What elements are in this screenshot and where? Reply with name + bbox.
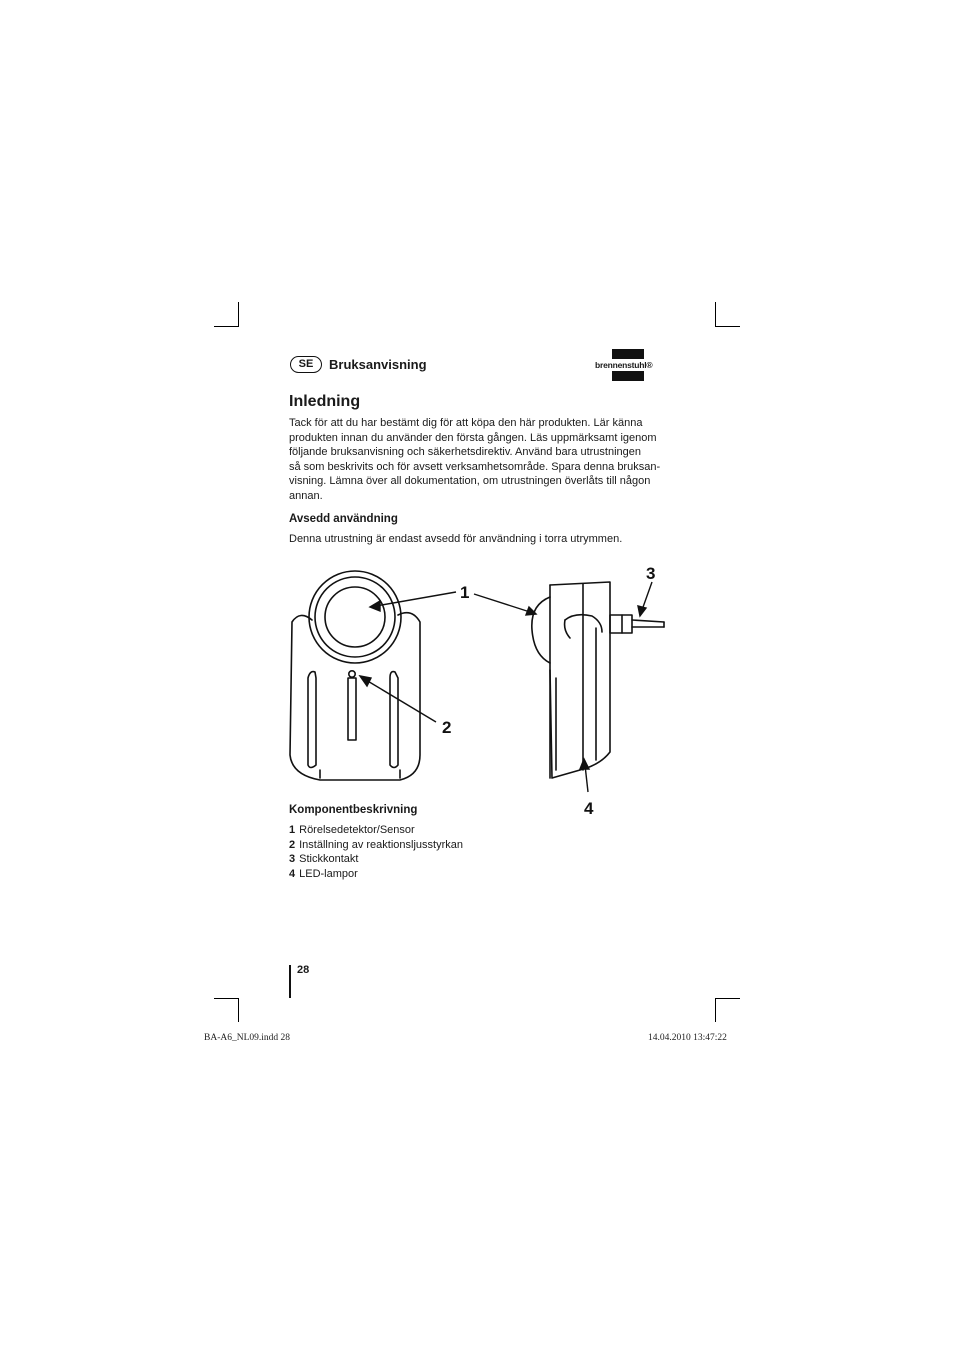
crop-mark-bl-h: [214, 998, 239, 999]
callout-arrow-2: [366, 680, 436, 722]
front-slot-right: [390, 672, 398, 768]
sensor-inner-ring: [315, 577, 395, 657]
item-number: 4: [289, 867, 296, 880]
intro-paragraph: [289, 416, 659, 504]
item-number: 1: [289, 824, 296, 836]
components-heading: Komponentbeskrivning: [289, 804, 418, 816]
page-number-rule: [289, 965, 291, 998]
crop-mark-br-h: [715, 998, 740, 999]
sensor-outer-ring: [309, 571, 401, 663]
page-number: 28: [297, 964, 310, 976]
list-item: [289, 852, 463, 867]
callout-label-1: 1: [460, 583, 470, 602]
side-sensor-dome: [532, 597, 550, 663]
list-item: [289, 867, 463, 882]
side-body-outline: [550, 582, 610, 778]
device-illustration: [280, 560, 680, 820]
callout-arrow-3: [642, 582, 652, 610]
item-label: Stickkontakt: [299, 853, 359, 866]
language-badge: SE: [290, 356, 322, 373]
plug-body: [610, 615, 632, 633]
crop-mark-bl-v: [238, 998, 239, 1022]
intro-line: produkten innan du använder den första gången. Läs uppmärksamt igenom: [289, 431, 657, 444]
callout-label-2: 2: [442, 718, 452, 737]
slug-timestamp: 14.04.2010 13:47:22: [648, 1033, 727, 1043]
list-item: [289, 823, 463, 838]
crop-mark-tr-h: [715, 326, 740, 327]
intro-heading: Inledning: [289, 393, 361, 410]
intro-line: visning. Lämna över all dokumentation, om utrustningen överlåts till någon: [289, 475, 651, 488]
adjust-knob-slot: [348, 678, 356, 740]
crop-mark-tl-v: [238, 302, 239, 326]
front-body-outline: [290, 613, 420, 780]
list-item: [289, 838, 463, 853]
item-number: 3: [289, 853, 296, 866]
item-label: Rörelsedetektor/Sensor: [299, 824, 415, 836]
front-slot-left: [308, 672, 316, 768]
slug-filename: BA-A6_NL09.indd 28: [204, 1033, 291, 1043]
logo-text: brennenstuhl®: [595, 360, 653, 370]
intro-line: annan.: [289, 489, 323, 502]
item-number: 2: [289, 838, 296, 851]
sensor-lens: [325, 587, 385, 647]
intro-line: Tack för att du har bestämt dig för att köpa den här produkten. Lär känna: [289, 417, 643, 429]
intended-use-heading: Avsedd användning: [289, 513, 398, 525]
intro-line: följande bruksanvisning och säkerhetsdirektiv. Använd bara utrustningen: [289, 446, 642, 459]
callout-arrow-1b: [474, 594, 530, 612]
crop-mark-tl-h: [214, 326, 239, 327]
callout-label-3: 3: [646, 564, 656, 583]
header-title: Bruksanvisning: [329, 357, 427, 372]
intended-use-text: Denna utrustning är endast avsedd för användning i torra utrymmen.: [289, 533, 623, 545]
logo-bar-bottom: [612, 371, 644, 381]
item-label: LED-lampor: [299, 867, 358, 880]
components-list: [289, 823, 463, 881]
logo-bar-top: [612, 349, 644, 359]
brand-logo: [593, 349, 667, 383]
intro-line: så som beskrivits och för avsett verksamhetsområde. Spara denna bruksan-: [289, 460, 661, 473]
item-label: Inställning av reaktionsljusstyrkan: [299, 838, 463, 851]
crop-mark-tr-v: [715, 302, 716, 326]
crop-mark-br-v: [715, 998, 716, 1022]
callout-label-4: 4: [584, 799, 594, 818]
adjust-knob-icon: [349, 671, 355, 677]
